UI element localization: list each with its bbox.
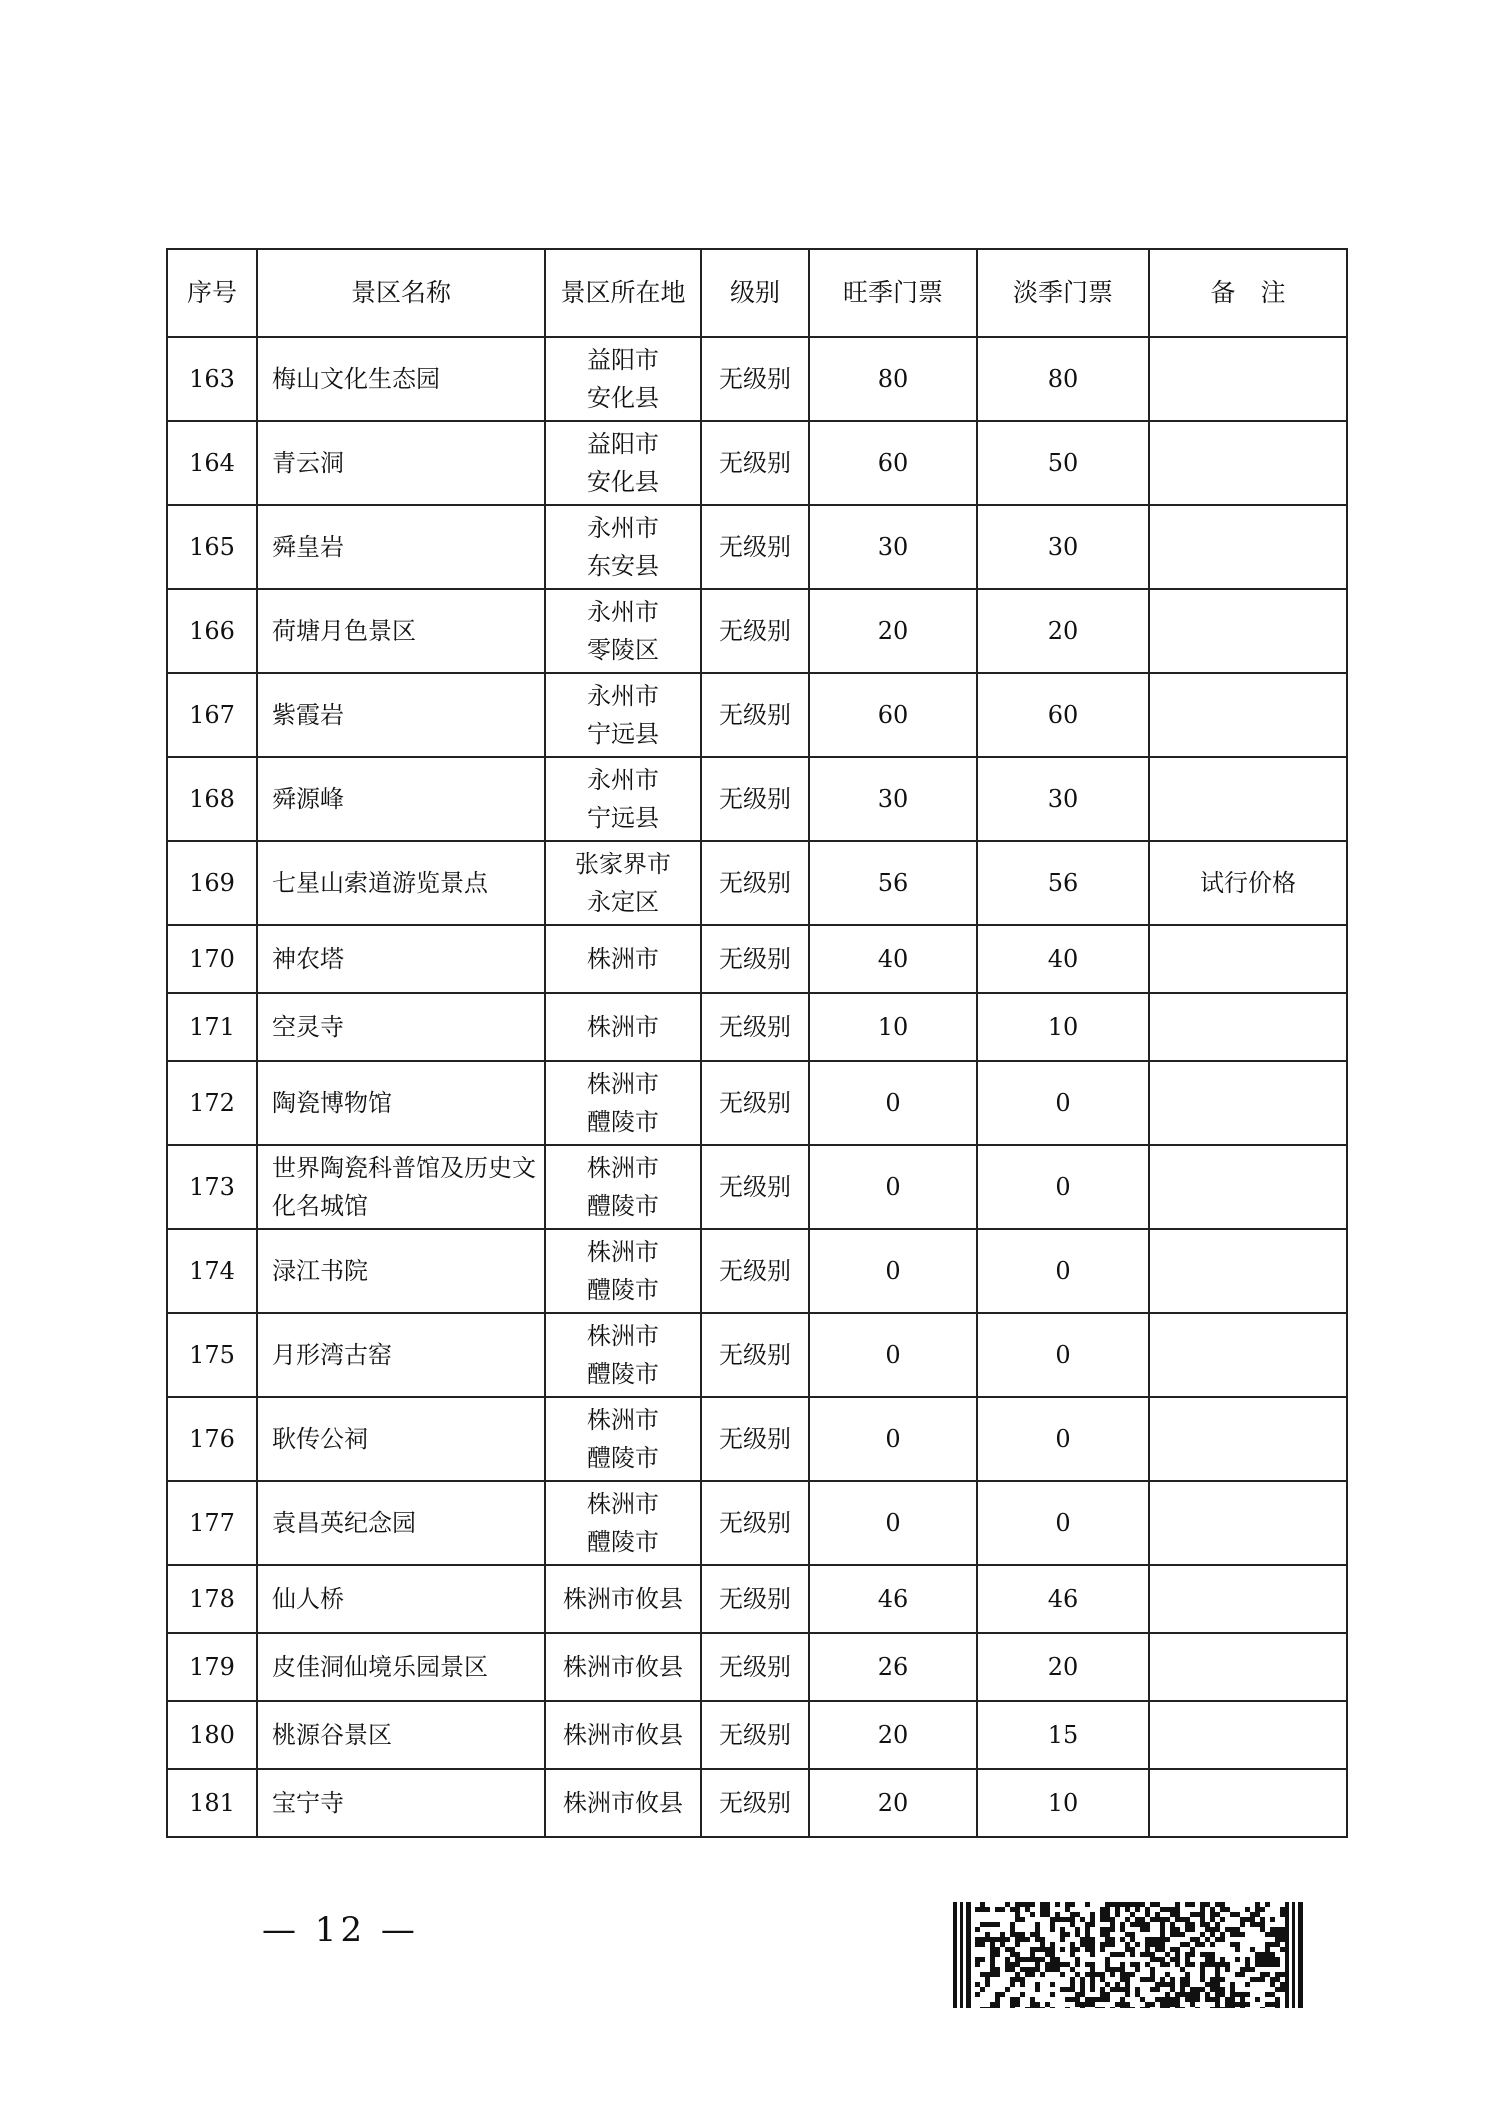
table-row — [167, 1701, 1347, 1769]
cell-peak-ticket: 20 — [809, 589, 977, 673]
location-line-2: 安化县 — [587, 468, 659, 496]
cell-offpeak-ticket: 50 — [977, 421, 1149, 505]
cell-number: 181 — [167, 1769, 257, 1837]
location-line-1: 株洲市攸县 — [563, 1653, 683, 1681]
cell-remarks — [1149, 1061, 1347, 1145]
cell-peak-ticket: 0 — [809, 1397, 977, 1481]
cell-peak-ticket: 20 — [809, 1769, 977, 1837]
cell-level: 无级别 — [701, 337, 809, 421]
cell-peak-ticket: 0 — [809, 1061, 977, 1145]
cell-level: 无级别 — [701, 421, 809, 505]
table-row — [167, 1229, 1347, 1313]
location-line-1: 株洲市 — [587, 1013, 659, 1041]
table-row — [167, 421, 1347, 505]
location-line-1: 益阳市 — [587, 430, 659, 458]
cell-name: 青云洞 — [257, 421, 545, 505]
cell-name: 宝宁寺 — [257, 1769, 545, 1837]
cell-number: 170 — [167, 925, 257, 993]
table-row — [167, 337, 1347, 421]
cell-remarks — [1149, 1313, 1347, 1397]
cell-name: 梅山文化生态园 — [257, 337, 545, 421]
cell-level: 无级别 — [701, 757, 809, 841]
location-line-1: 株洲市 — [587, 1406, 659, 1434]
cell-number: 174 — [167, 1229, 257, 1313]
cell-peak-ticket: 10 — [809, 993, 977, 1061]
cell-number: 175 — [167, 1313, 257, 1397]
cell-offpeak-ticket: 10 — [977, 1769, 1149, 1837]
cell-location — [545, 1229, 701, 1313]
cell-number: 177 — [167, 1481, 257, 1565]
table-row — [167, 1061, 1347, 1145]
location-line-1: 永州市 — [587, 514, 659, 542]
cell-offpeak-ticket: 20 — [977, 1633, 1149, 1701]
cell-name: 皮佳洞仙境乐园景区 — [257, 1633, 545, 1701]
table-row — [167, 841, 1347, 925]
cell-location — [545, 1769, 701, 1837]
cell-level: 无级别 — [701, 1701, 809, 1769]
cell-remarks — [1149, 925, 1347, 993]
header-name: 景区名称 — [257, 249, 545, 337]
cell-remarks — [1149, 1701, 1347, 1769]
cell-peak-ticket: 30 — [809, 757, 977, 841]
cell-level: 无级别 — [701, 1313, 809, 1397]
location-line-1: 株洲市 — [587, 1238, 659, 1266]
header-number: 序号 — [167, 249, 257, 337]
cell-location — [545, 505, 701, 589]
cell-peak-ticket: 60 — [809, 421, 977, 505]
cell-level: 无级别 — [701, 589, 809, 673]
location-line-2: 东安县 — [587, 552, 659, 580]
table-row — [167, 1313, 1347, 1397]
header-location: 景区所在地 — [545, 249, 701, 337]
location-line-1: 永州市 — [587, 766, 659, 794]
cell-offpeak-ticket: 30 — [977, 757, 1149, 841]
location-line-2: 永定区 — [587, 888, 659, 916]
cell-offpeak-ticket: 0 — [977, 1313, 1149, 1397]
cell-location — [545, 337, 701, 421]
cell-offpeak-ticket: 46 — [977, 1565, 1149, 1633]
cell-peak-ticket: 46 — [809, 1565, 977, 1633]
table-row — [167, 589, 1347, 673]
cell-remarks — [1149, 337, 1347, 421]
cell-location — [545, 1565, 701, 1633]
cell-remarks — [1149, 993, 1347, 1061]
table-body — [167, 337, 1347, 1837]
cell-offpeak-ticket: 20 — [977, 589, 1149, 673]
cell-name: 渌江书院 — [257, 1229, 545, 1313]
location-line-1: 株洲市 — [587, 1322, 659, 1350]
cell-level: 无级别 — [701, 1633, 809, 1701]
cell-name: 桃源谷景区 — [257, 1701, 545, 1769]
cell-location — [545, 589, 701, 673]
cell-level: 无级别 — [701, 1061, 809, 1145]
location-line-2: 醴陵市 — [587, 1528, 659, 1556]
table-row — [167, 1565, 1347, 1633]
cell-remarks — [1149, 1481, 1347, 1565]
location-line-1: 株洲市攸县 — [563, 1585, 683, 1613]
location-line-2: 宁远县 — [587, 804, 659, 832]
cell-location — [545, 1701, 701, 1769]
cell-name: 耿传公祠 — [257, 1397, 545, 1481]
cell-remarks — [1149, 1229, 1347, 1313]
cell-name: 神农塔 — [257, 925, 545, 993]
location-line-1: 株洲市 — [587, 1154, 659, 1182]
cell-location — [545, 993, 701, 1061]
cell-name: 荷塘月色景区 — [257, 589, 545, 673]
location-line-1: 株洲市 — [587, 945, 659, 973]
cell-peak-ticket: 80 — [809, 337, 977, 421]
cell-level: 无级别 — [701, 1229, 809, 1313]
cell-location — [545, 841, 701, 925]
cell-location — [545, 1313, 701, 1397]
cell-name: 世界陶瓷科普馆及历史文化名城馆 — [257, 1145, 545, 1229]
table-row — [167, 757, 1347, 841]
cell-offpeak-ticket: 0 — [977, 1229, 1149, 1313]
location-line-2: 零陵区 — [587, 636, 659, 664]
cell-level: 无级别 — [701, 1145, 809, 1229]
cell-name: 七星山索道游览景点 — [257, 841, 545, 925]
cell-remarks — [1149, 589, 1347, 673]
cell-number: 176 — [167, 1397, 257, 1481]
cell-number: 168 — [167, 757, 257, 841]
location-line-1: 株洲市攸县 — [563, 1789, 683, 1817]
cell-level: 无级别 — [701, 1397, 809, 1481]
cell-number: 173 — [167, 1145, 257, 1229]
table-row — [167, 1633, 1347, 1701]
cell-peak-ticket: 0 — [809, 1229, 977, 1313]
table-row — [167, 1145, 1347, 1229]
cell-offpeak-ticket: 56 — [977, 841, 1149, 925]
location-line-2: 醴陵市 — [587, 1192, 659, 1220]
cell-location — [545, 1145, 701, 1229]
cell-remarks — [1149, 421, 1347, 505]
cell-name: 舜皇岩 — [257, 505, 545, 589]
location-line-1: 益阳市 — [587, 346, 659, 374]
cell-location — [545, 1397, 701, 1481]
cell-remarks — [1149, 1397, 1347, 1481]
table-row — [167, 993, 1347, 1061]
cell-peak-ticket: 26 — [809, 1633, 977, 1701]
cell-level: 无级别 — [701, 993, 809, 1061]
location-line-2: 宁远县 — [587, 720, 659, 748]
cell-level: 无级别 — [701, 1769, 809, 1837]
table-row — [167, 673, 1347, 757]
cell-location — [545, 673, 701, 757]
cell-name: 月形湾古窑 — [257, 1313, 545, 1397]
cell-name: 仙人桥 — [257, 1565, 545, 1633]
cell-location — [545, 1061, 701, 1145]
cell-remarks: 试行价格 — [1149, 841, 1347, 925]
cell-name: 紫霞岩 — [257, 673, 545, 757]
cell-remarks — [1149, 757, 1347, 841]
location-line-2: 醴陵市 — [587, 1360, 659, 1388]
cell-name: 空灵寺 — [257, 993, 545, 1061]
cell-location — [545, 925, 701, 993]
table-header-row — [167, 249, 1347, 337]
header-offpeak-ticket: 淡季门票 — [977, 249, 1149, 337]
cell-peak-ticket: 0 — [809, 1481, 977, 1565]
cell-peak-ticket: 0 — [809, 1313, 977, 1397]
cell-peak-ticket: 56 — [809, 841, 977, 925]
table-row — [167, 1769, 1347, 1837]
location-line-1: 永州市 — [587, 682, 659, 710]
cell-level: 无级别 — [701, 1565, 809, 1633]
cell-location — [545, 1633, 701, 1701]
cell-offpeak-ticket: 60 — [977, 673, 1149, 757]
cell-number: 163 — [167, 337, 257, 421]
table-row — [167, 1481, 1347, 1565]
cell-number: 169 — [167, 841, 257, 925]
location-line-2: 醴陵市 — [587, 1276, 659, 1304]
table-row — [167, 505, 1347, 589]
cell-location — [545, 757, 701, 841]
cell-number: 164 — [167, 421, 257, 505]
cell-location — [545, 421, 701, 505]
header-level: 级别 — [701, 249, 809, 337]
header-remarks: 备 注 — [1149, 249, 1347, 337]
location-line-1: 株洲市攸县 — [563, 1721, 683, 1749]
cell-name: 陶瓷博物馆 — [257, 1061, 545, 1145]
cell-number: 165 — [167, 505, 257, 589]
location-line-2: 醴陵市 — [587, 1444, 659, 1472]
cell-number: 179 — [167, 1633, 257, 1701]
cell-offpeak-ticket: 80 — [977, 337, 1149, 421]
cell-offpeak-ticket: 0 — [977, 1481, 1149, 1565]
header-peak-ticket: 旺季门票 — [809, 249, 977, 337]
cell-name: 袁昌英纪念园 — [257, 1481, 545, 1565]
cell-remarks — [1149, 1565, 1347, 1633]
cell-location — [545, 1481, 701, 1565]
cell-peak-ticket: 20 — [809, 1701, 977, 1769]
scenic-ticket-table — [166, 248, 1348, 1838]
cell-offpeak-ticket: 0 — [977, 1397, 1149, 1481]
cell-level: 无级别 — [701, 925, 809, 993]
cell-number: 171 — [167, 993, 257, 1061]
cell-peak-ticket: 0 — [809, 1145, 977, 1229]
cell-level: 无级别 — [701, 673, 809, 757]
cell-peak-ticket: 60 — [809, 673, 977, 757]
cell-number: 178 — [167, 1565, 257, 1633]
cell-name: 舜源峰 — [257, 757, 545, 841]
location-line-2: 醴陵市 — [587, 1108, 659, 1136]
location-line-1: 张家界市 — [575, 850, 671, 878]
location-line-1: 株洲市 — [587, 1070, 659, 1098]
cell-peak-ticket: 40 — [809, 925, 977, 993]
cell-level: 无级别 — [701, 841, 809, 925]
cell-remarks — [1149, 1633, 1347, 1701]
cell-offpeak-ticket: 0 — [977, 1145, 1149, 1229]
location-line-1: 永州市 — [587, 598, 659, 626]
barcode-image — [953, 1902, 1305, 2008]
cell-remarks — [1149, 673, 1347, 757]
cell-level: 无级别 — [701, 505, 809, 589]
cell-offpeak-ticket: 10 — [977, 993, 1149, 1061]
cell-number: 180 — [167, 1701, 257, 1769]
cell-offpeak-ticket: 30 — [977, 505, 1149, 589]
cell-offpeak-ticket: 40 — [977, 925, 1149, 993]
table-row — [167, 925, 1347, 993]
cell-offpeak-ticket: 15 — [977, 1701, 1149, 1769]
location-line-2: 安化县 — [587, 384, 659, 412]
cell-remarks — [1149, 505, 1347, 589]
cell-number: 172 — [167, 1061, 257, 1145]
page-number: — 12 — — [262, 1910, 419, 1950]
cell-offpeak-ticket: 0 — [977, 1061, 1149, 1145]
cell-number: 167 — [167, 673, 257, 757]
location-line-1: 株洲市 — [587, 1490, 659, 1518]
cell-remarks — [1149, 1769, 1347, 1837]
cell-peak-ticket: 30 — [809, 505, 977, 589]
cell-level: 无级别 — [701, 1481, 809, 1565]
cell-remarks — [1149, 1145, 1347, 1229]
cell-number: 166 — [167, 589, 257, 673]
table-row — [167, 1397, 1347, 1481]
